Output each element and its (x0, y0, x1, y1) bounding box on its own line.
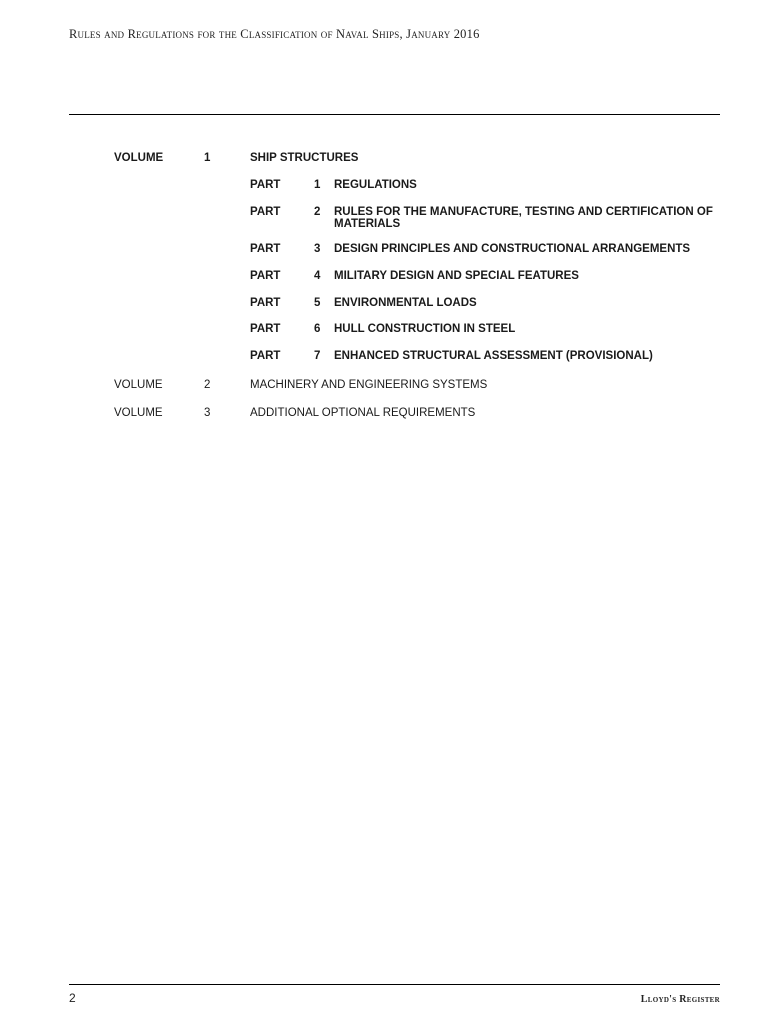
volume-label: VOLUME (114, 152, 164, 164)
part-title: HULL CONSTRUCTION IN STEEL (334, 323, 516, 335)
part-label: PART (250, 270, 281, 282)
part-title: DESIGN PRINCIPLES AND CONSTRUCTIONAL ARRANGEMENTS (334, 243, 691, 255)
volume-label: VOLUME (114, 379, 163, 391)
part-title: ENHANCED STRUCTURAL ASSESSMENT (PROVISIONAL) (334, 350, 653, 362)
part-label: PART (250, 297, 281, 309)
volume-label: VOLUME (114, 407, 163, 419)
footer-rule (69, 984, 720, 985)
part-title: REGULATIONS (334, 179, 417, 191)
publisher-name: Lloyd's Register (640, 994, 720, 1005)
part-label: PART (250, 206, 281, 218)
running-header: Rules and Regulations for the Classification of Naval Ships, January 2016 (69, 27, 480, 41)
part-label: PART (250, 350, 281, 362)
page-number: 2 (69, 991, 76, 1005)
volume-number: 3 (204, 407, 211, 419)
part-title: ENVIRONMENTAL LOADS (334, 297, 477, 309)
part-title: MILITARY DESIGN AND SPECIAL FEATURES (334, 270, 579, 282)
volume-number: 2 (204, 379, 211, 391)
volume-title: MACHINERY AND ENGINEERING SYSTEMS (250, 379, 488, 391)
volume-title: ADDITIONAL OPTIONAL REQUIREMENTS (250, 407, 476, 419)
header-rule (69, 114, 720, 115)
part-title: RULES FOR THE MANUFACTURE, TESTING AND CERTIFICATION OF MATERIALS (334, 206, 713, 230)
part-label: PART (250, 179, 281, 191)
part-number: 3 (314, 243, 321, 255)
part-number: 5 (314, 297, 321, 309)
part-number: 1 (314, 179, 321, 191)
part-number: 4 (314, 270, 321, 282)
part-number: 2 (314, 206, 321, 218)
part-label: PART (250, 323, 281, 335)
volume-number: 1 (204, 152, 211, 164)
part-number: 7 (314, 350, 321, 362)
part-number: 6 (314, 323, 321, 335)
volume-title: SHIP STRUCTURES (250, 152, 359, 164)
part-label: PART (250, 243, 281, 255)
